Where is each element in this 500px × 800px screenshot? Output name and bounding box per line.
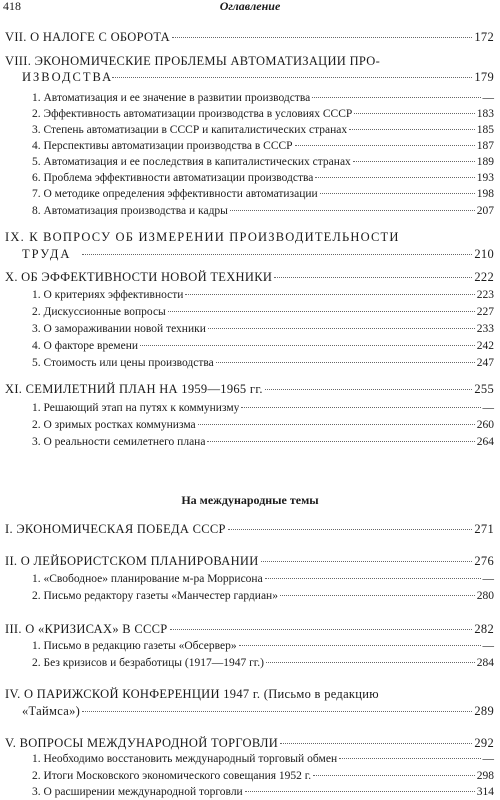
toc-entry-title: 6. Проблема эффективности автоматизации производства [32, 172, 314, 184]
leader-dots [228, 529, 473, 530]
leader-dots [295, 145, 475, 146]
toc-chapter [5, 522, 494, 537]
leader-dots [320, 193, 475, 194]
toc-entry-page: 207 [476, 205, 494, 217]
toc-entry-page: 183 [476, 108, 494, 120]
toc-chapter-continuation [22, 704, 494, 719]
toc-entry-page: 189 [476, 156, 494, 168]
leader-dots [112, 77, 472, 78]
toc-entry-title: III. О «КРИЗИСАХ» В СССР [5, 622, 168, 636]
toc-entry-page: 233 [476, 323, 494, 335]
toc-subentry [32, 108, 494, 120]
section-heading: На международные темы [181, 493, 319, 507]
toc-entry-page: 260 [476, 419, 494, 431]
toc-subentry [32, 770, 494, 782]
leader-dots [245, 791, 475, 792]
toc-entry-title: 1. Необходимо восстановить международный торговый обмен [32, 753, 338, 765]
toc-entry-page: 298 [476, 770, 494, 782]
leader-dots [266, 662, 475, 663]
toc-entry-title: 5. Стоимость или цены производства [32, 357, 214, 369]
toc-entry-page: 284 [476, 657, 494, 669]
toc-entry-page: 222 [474, 270, 494, 284]
toc-entry-title: 3. О расширении международной торговли [32, 786, 243, 798]
toc-subentry [32, 640, 494, 652]
toc-entry-page: 292 [474, 736, 494, 750]
toc-entry-page: 227 [476, 306, 494, 318]
toc-subentry [32, 657, 494, 669]
toc-entry-page: 282 [474, 622, 494, 636]
toc-entry-title: 3. О замораживании новой техники [32, 323, 206, 335]
toc-entry-page: 198 [476, 188, 494, 200]
toc-entry-title: 2. Письмо редактору газеты «Манчестер гардиан» [32, 590, 278, 602]
toc-chapter-continuation: ИЗВОДСТВА [22, 70, 114, 84]
leader-dots [82, 254, 472, 255]
leader-dots [239, 645, 481, 646]
toc-entry-title: XI. СЕМИЛЕТНИЙ ПЛАН НА 1959—1965 гг. [5, 382, 263, 396]
toc-entry-title: 1. О критериях эффективности [32, 289, 184, 301]
toc-entry-title: II. О ЛЕЙБОРИСТСКОМ ПЛАНИРОВАНИИ [5, 554, 259, 568]
toc-page-line [80, 247, 494, 262]
toc-entry-page: 242 [476, 340, 494, 352]
toc-entry-page: 264 [476, 436, 494, 448]
leader-dots [185, 294, 474, 295]
toc-entry-page: 210 [474, 247, 494, 261]
leader-dots [168, 311, 475, 312]
toc-subentry [32, 124, 494, 136]
toc-chapter [5, 622, 494, 637]
toc-entry-page: 280 [476, 590, 494, 602]
toc-subentry [32, 323, 494, 335]
leader-dots [216, 362, 475, 363]
page-number: 418 [3, 0, 21, 13]
page-header [3, 0, 497, 14]
running-title: Оглавление [219, 0, 281, 13]
toc-entry-title: VIII. ЭКОНОМИЧЕСКИЕ ПРОБЛЕМЫ АВТОМАТИЗАЦИИ ПРО- [5, 54, 381, 68]
toc-chapter [5, 687, 494, 702]
toc-entry-page: 187 [476, 140, 494, 152]
toc-entry-page: 247 [476, 357, 494, 369]
toc-entry-title: 2. Итоги Московского экономического совещания 1952 г. [32, 770, 312, 782]
leader-dots [241, 407, 480, 408]
toc-entry-title: 8. Автоматизация производства и кадры [32, 205, 228, 217]
toc-entry-page: 314 [476, 786, 494, 798]
toc-subentry [32, 573, 494, 585]
leader-dots [172, 37, 472, 38]
leader-dots [261, 561, 473, 562]
toc-entry-title: 4. О факторе времени [32, 340, 138, 352]
toc-entry-page: 255 [474, 382, 494, 396]
toc-chapter [5, 736, 494, 751]
toc-entry-title: 2. Дискуссионные вопросы [32, 306, 166, 318]
toc-chapter [5, 230, 494, 245]
toc-entry-page: 271 [474, 522, 494, 536]
toc-subentry [32, 289, 494, 301]
toc-entry-title: X. ОБ ЭФФЕКТИВНОСТИ НОВОЙ ТЕХНИКИ [5, 270, 273, 284]
toc-chapter [5, 30, 494, 45]
leader-dots [207, 441, 474, 442]
toc-entry-title: IV. О ПАРИЖСКОЙ КОНФЕРЕНЦИИ 1947 г. (Письмо в редакцию [5, 687, 379, 701]
toc-subentry [32, 753, 494, 765]
toc-entry-page: 185 [476, 124, 494, 136]
toc-entry-page: 276 [474, 554, 494, 568]
toc-entry-title: V. ВОПРОСЫ МЕЖДУНАРОДНОЙ ТОРГОВЛИ [5, 736, 279, 750]
toc-subentry [32, 402, 494, 414]
toc-chapter [5, 270, 494, 285]
toc-entry-title: 3. Степень автоматизации в СССР и капиталистических странах [32, 124, 348, 136]
toc-entry-title: 2. О зримых ростках коммунизма [32, 419, 196, 431]
toc-chapter [5, 54, 494, 69]
toc-entry-page: 172 [474, 30, 494, 44]
toc-subentry [32, 419, 494, 431]
toc-entry-title: 2. Эффективность автоматизации производства в условиях СССР [32, 108, 353, 120]
leader-dots [312, 97, 480, 98]
toc-chapter-continuation: ТРУДА [22, 247, 72, 261]
toc-subentry [32, 786, 494, 798]
toc-entry-title: 2. Без кризисов и безработицы (1917—1947 гг.) [32, 657, 264, 669]
leader-dots [339, 758, 480, 759]
toc-subentry [32, 306, 494, 318]
toc-subentry [32, 172, 494, 184]
toc-entry-title: 4. Перспективы автоматизации производства в СССР [32, 140, 293, 152]
leader-dots [354, 113, 474, 114]
toc-entry-page: — [482, 92, 494, 104]
toc-subentry [32, 436, 494, 448]
toc-entry-title: I. ЭКОНОМИЧЕСКАЯ ПОБЕДА СССР [5, 522, 226, 536]
toc-subentry [32, 140, 494, 152]
toc-entry-title: VII. О НАЛОГЕ С ОБОРОТА [5, 30, 170, 44]
toc-entry-page: — [482, 640, 494, 652]
leader-dots [315, 177, 474, 178]
toc-subentry [32, 357, 494, 369]
toc-subentry [32, 92, 494, 104]
leader-dots [170, 629, 473, 630]
leader-dots [274, 277, 472, 278]
leader-dots [140, 345, 475, 346]
toc-entry-page: 223 [476, 289, 494, 301]
toc-entry-page: — [482, 753, 494, 765]
toc-entry-title-cont: «Таймса») [22, 704, 81, 718]
leader-dots [313, 775, 475, 776]
toc-chapter [5, 382, 494, 397]
toc-subentry [32, 340, 494, 352]
toc-subentry [32, 188, 494, 200]
leader-dots [198, 424, 475, 425]
toc-entry-title: 1. «Свободное» планирование м-ра Моррисона [32, 573, 263, 585]
toc-entry-title: 1. Автоматизация и ее значение в развитии производства [32, 92, 311, 104]
leader-dots [208, 328, 475, 329]
toc-page-line [110, 70, 494, 85]
leader-dots [230, 210, 475, 211]
toc-subentry [32, 205, 494, 217]
leader-dots [280, 595, 475, 596]
toc-entry-page: 179 [474, 70, 494, 84]
toc-subentry [32, 156, 494, 168]
toc-entry-title: 5. Автоматизация и ее последствия в капиталистических странах [32, 156, 351, 168]
toc-subentry [32, 590, 494, 602]
leader-dots [280, 743, 472, 744]
toc-entry-page: — [482, 402, 494, 414]
toc-entry-title: 1. Решающий этап на путях к коммунизму [32, 402, 240, 414]
leader-dots [349, 129, 475, 130]
toc-entry-title: 7. О методике определения эффективности автоматизации [32, 188, 318, 200]
leader-dots [265, 578, 481, 579]
toc-entry-title: 3. О реальности семилетнего плана [32, 436, 206, 448]
toc-entry-title: IX. К ВОПРОСУ ОБ ИЗМЕРЕНИИ ПРОИЗВОДИТЕЛЬНОСТИ [5, 230, 400, 244]
toc-entry-title: 1. Письмо в редакцию газеты «Обсервер» [32, 640, 237, 652]
leader-dots [82, 711, 472, 712]
toc-chapter [5, 554, 494, 569]
leader-dots [353, 161, 475, 162]
leader-dots [265, 389, 473, 390]
toc-entry-page: 193 [476, 172, 494, 184]
toc-entry-page: — [482, 573, 494, 585]
toc-entry-page: 289 [474, 704, 494, 718]
